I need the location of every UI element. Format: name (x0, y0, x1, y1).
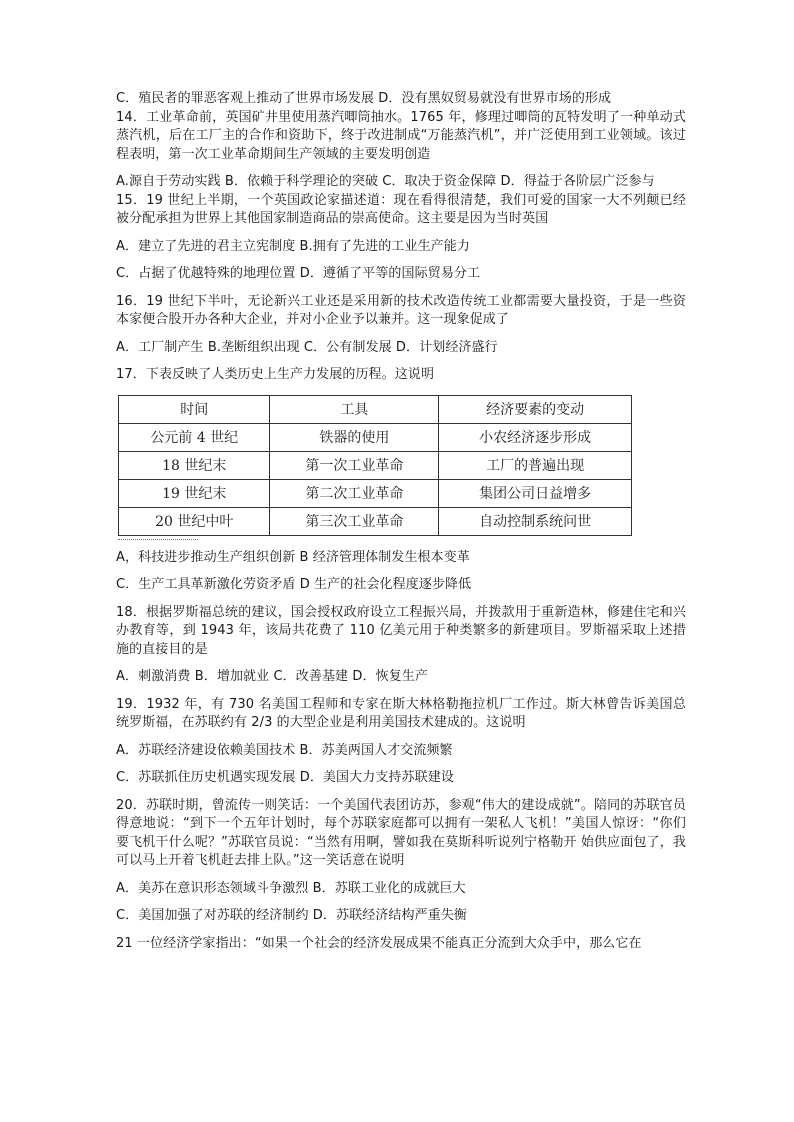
table-row (119, 479, 632, 507)
table-cell: 第三次工业革命 (270, 507, 439, 535)
table-cell: 19 世纪末 (119, 479, 270, 507)
q20-stem: 20．苏联时期，曾流传一则笑话：一个美国代表团访苏，参观“伟大的建设成就”。陪同的苏联官员得意地说：“到下一个五年计划时，每个苏联家庭都可以拥有一架私人飞机！”美国人惊讶：“你们要飞机干什么呢？”苏联官员说：“当然有用啊，譬如我在莫斯科听说列宁格勒开 始供应面包了，我可以马上开着飞机赶去排上队。”这一笑话意在说明 (116, 797, 686, 868)
q14-stem: 14．工业革命前，英国矿井里使用蒸汽唧筒抽水。1765 年，修理过唧筒的瓦特发明了一种单动式蒸汽机，后在工厂主的合作和资助下，终于改进制成“万能蒸汽机”，并广泛使用到工业领域。该过程表明，第一次工业革命期间生产领域的主要发明创造 (116, 109, 686, 162)
q17-options-cd: C．生产工具革新激化劳资矛盾 D 生产的社会化程度逐步降低 (116, 577, 472, 592)
q20-options-cd: C．美国加强了对苏联的经济制约 D．苏联经济结构严重失衡 (116, 908, 468, 923)
table-header-cell: 经济要素的变动 (439, 395, 632, 423)
table-cell: 小农经济逐步形成 (439, 423, 632, 451)
q19-options-ab: A．苏联经济建设依赖美国技术 B．苏美两国人才交流频繁 (116, 742, 453, 758)
table-header-cell: 时间 (119, 395, 270, 423)
q17-options-ab: A，科技进步推动生产组织创新 B 经济管理体制发生根本变革 (116, 549, 470, 565)
table-cell: 第二次工业革命 (270, 479, 439, 507)
table-cell: 自动控制系统问世 (439, 507, 632, 535)
table-cell: 铁器的使用 (270, 423, 439, 451)
q15-stem: 15．19 世纪上半期，一个英国政论家描述道：现在看得很清楚，我们可爱的国家一大不列颠已经被分配承担为世界上其他国家制造商品的崇高使命。这主要是因为当时英国 (116, 192, 686, 226)
q19-stem: 19．1932 年，有 730 名美国工程师和专家在斯大林格勒拖拉机厂工作过。斯大林曾告诉美国总统罗斯福，在苏联约有 2/3 的大型企业是利用美国技术建成的。这说明 (116, 696, 686, 730)
scan-artifact-line (118, 539, 198, 540)
table-row (119, 423, 632, 451)
table-cell: 20 世纪中叶 (119, 507, 270, 535)
table-cell: 集团公司日益增多 (439, 479, 632, 507)
q14-options: A.源自于劳动实践 B．依赖于科学理论的突破 C．取决于资金保障 D．得益于各阶层广泛参与 (116, 174, 655, 189)
table-cell: 18 世纪末 (119, 451, 270, 479)
table-header-cell: 工具 (270, 395, 439, 423)
productivity-table (118, 395, 632, 536)
table-cell: 公元前 4 世纪 (119, 423, 270, 451)
q15-options-ab: A．建立了先进的君主立宪制度 B.拥有了先进的工业生产能力 (116, 238, 470, 254)
table-cell: 第一次工业革命 (270, 451, 439, 479)
q19-options-cd: C．苏联抓住历史机遇实现发展 D．美国大力支持苏联建设 (116, 770, 454, 785)
q17-stem: 17．下表反映了人类历史上生产力发展的历程。这说明 (116, 367, 435, 382)
table-header-row (119, 395, 632, 423)
q18-stem: 18．根据罗斯福总统的建议，国会授权政府设立工程振兴局，并拨款用于重新造林，修建住宅和兴办教育等，到 1943 年，该局共花费了 110 亿美元用于种类繁多的新建项目。罗斯福采取上述措施的直接目的是 (116, 604, 686, 657)
q15-options-cd: C．占据了优越特殊的地理位置 D．遵循了平等的国际贸易分工 (116, 266, 481, 281)
table-cell: 工厂的普遍出现 (439, 451, 632, 479)
q21-stem: 21 一位经济学家指出：“如果一个社会的经济发展成果不能真正分流到大众手中，那么它在 (116, 935, 642, 951)
q18-options: A．刺激消费 B．增加就业 C．改善基建 D．恢复生产 (116, 669, 428, 684)
page-content (116, 90, 686, 953)
q20-options-ab: A．美苏在意识形态领域斗争激烈 B．苏联工业化的成就巨大 (116, 880, 466, 896)
table-row (119, 451, 632, 479)
q16-stem: 16．19 世纪下半叶，无论新兴工业还是采用新的技术改造传统工业都需要大量投资，于是一些资本家便合股开办各种大企业，并对小企业予以兼并。这一现象促成了 (116, 293, 686, 327)
table-row (119, 507, 632, 535)
q13-options-cd: C．殖民者的罪恶客观上推动了世界市场发展 D．没有黑奴贸易就没有世界市场的形成 (116, 91, 612, 106)
q16-options: A．工厂制产生 B.垄断组织出现 C．公有制发展 D．计划经济盛行 (116, 339, 498, 355)
